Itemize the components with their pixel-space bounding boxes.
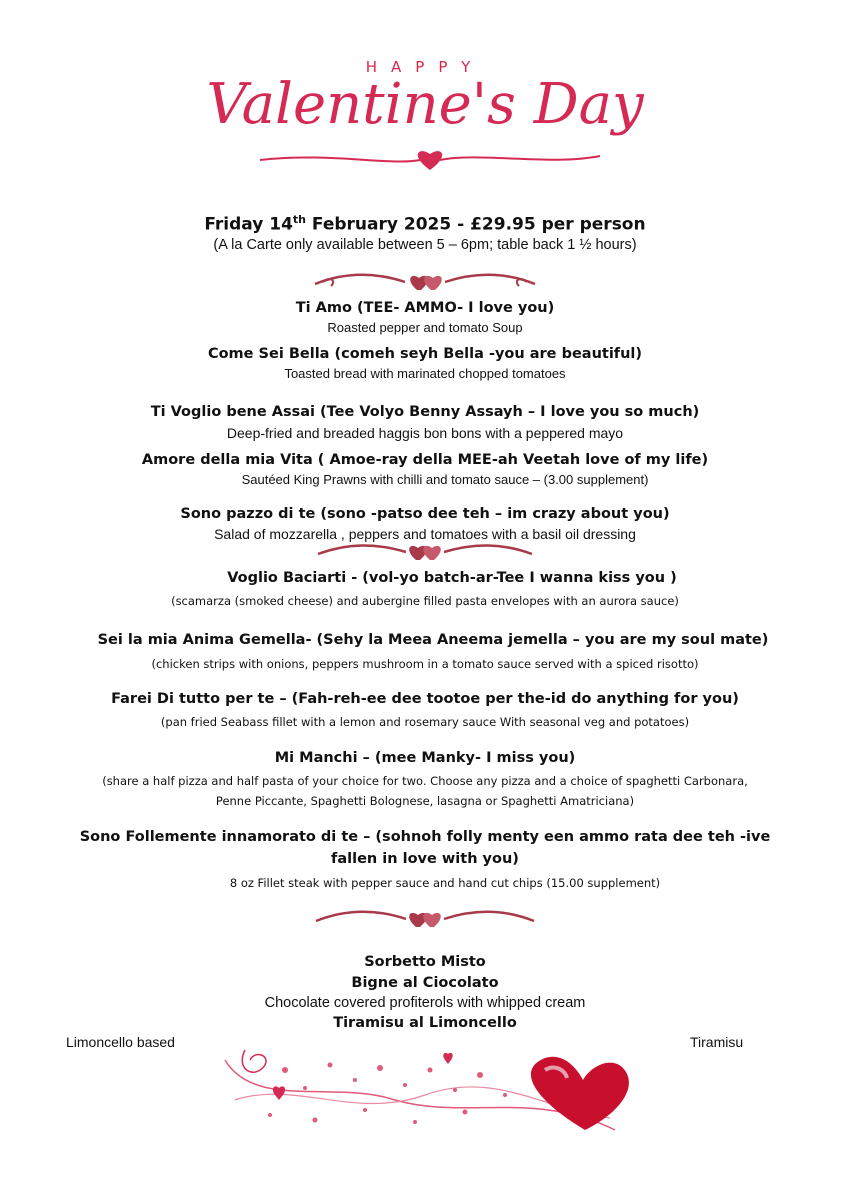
starter-1-name: Ti Amo (TEE- AMMO- I love you) [295, 300, 555, 316]
starter-1-desc: Roasted pepper and tomato Soup [327, 320, 523, 335]
starter-3-name: Ti Voglio bene Assai (Tee Volyo Benny Assayh – I love you so much) [150, 404, 700, 420]
dessert-2-name: Bigne al Ciocolato [351, 975, 499, 991]
main-4-name: Mi Manchi – (mee Manky- I miss you) [274, 750, 576, 766]
hearts-swirl-decoration-icon [215, 1040, 635, 1145]
main-5-name-line1: Sono Follemente innamorato di te – (sohnoh folly menty een ammo rata dee teh -ive [79, 829, 771, 845]
starter-5-name: Sono pazzo di te (sono -patso dee teh – im crazy about you) [180, 506, 670, 522]
divider-ornament-icon [305, 268, 545, 298]
dessert-2-desc: Chocolate covered profiterols with whipped cream [264, 995, 586, 1011]
main-4-desc-line2: Penne Piccante, Spaghetti Bolognese, lasagna or Spaghetti Amatriciana) [215, 794, 635, 808]
event-subtitle: (A la Carte only available between 5 – 6pm; table back 1 ½ hours) [213, 237, 637, 253]
starter-3-desc: Deep-fried and breaded haggis bon bons with a peppered mayo [226, 425, 624, 441]
main-3-desc: (pan fried Seabass fillet with a lemon and rosemary sauce With seasonal veg and potatoes) [160, 715, 690, 729]
starter-2-name: Come Sei Bella (comeh seyh Bella -you are beautiful) [207, 346, 643, 362]
main-1-desc: (scamarza (smoked cheese) and aubergine filled pasta envelopes with an aurora sauce) [171, 594, 679, 608]
dessert-3-note-left: Limoncello based [66, 1034, 175, 1050]
event-title: Friday 14th February 2025 - £29.95 per person [204, 213, 646, 235]
happy-heading: HAPPY [365, 58, 485, 76]
divider-ornament-icon [310, 539, 540, 567]
starter-2-desc: Toasted bread with marinated chopped tomatoes [284, 366, 566, 381]
main-5-name-line2: fallen in love with you) [331, 851, 519, 867]
main-5-desc: 8 oz Fillet steak with pepper sauce and hand cut chips (15.00 supplement) [229, 876, 661, 890]
starter-4-desc: Sautéed King Prawns with chilli and tomato sauce – (3.00 supplement) [241, 472, 649, 487]
main-1-name: Voglio Baciarti - (vol-yo batch-ar-Tee I wanna kiss you ) [227, 570, 677, 586]
dessert-1-name: Sorbetto Misto [364, 954, 486, 970]
main-2-name: Sei la mia Anima Gemella- (Sehy la Meea Aneema jemella – you are my soul mate) [97, 632, 769, 648]
divider-ornament-icon [308, 905, 542, 935]
starter-5-desc: Salad of mozzarella , peppers and tomatoes with a basil oil dressing [214, 526, 636, 542]
dessert-3-note-right: Tiramisu [690, 1034, 744, 1050]
dessert-3-name: Tiramisu al Limoncello [333, 1015, 517, 1031]
starter-4-name: Amore della mia Vita ( Amoe-ray della MEE-ah Veetah love of my life) [141, 452, 709, 468]
main-3-name: Farei Di tutto per te – (Fah-reh-ee dee tootoe per the-id do anything for you) [111, 691, 739, 707]
main-4-desc-line1: (share a half pizza and half pasta of your choice for two. Choose any pizza and a choice of spaghetti Carbonara, [102, 774, 748, 788]
main-2-desc: (chicken strips with onions, peppers mushroom in a tomato sauce served with a spiced risotto) [151, 657, 699, 671]
valentines-day-title: Valentine's Day [206, 72, 644, 137]
heart-flourish-icon [250, 142, 610, 178]
